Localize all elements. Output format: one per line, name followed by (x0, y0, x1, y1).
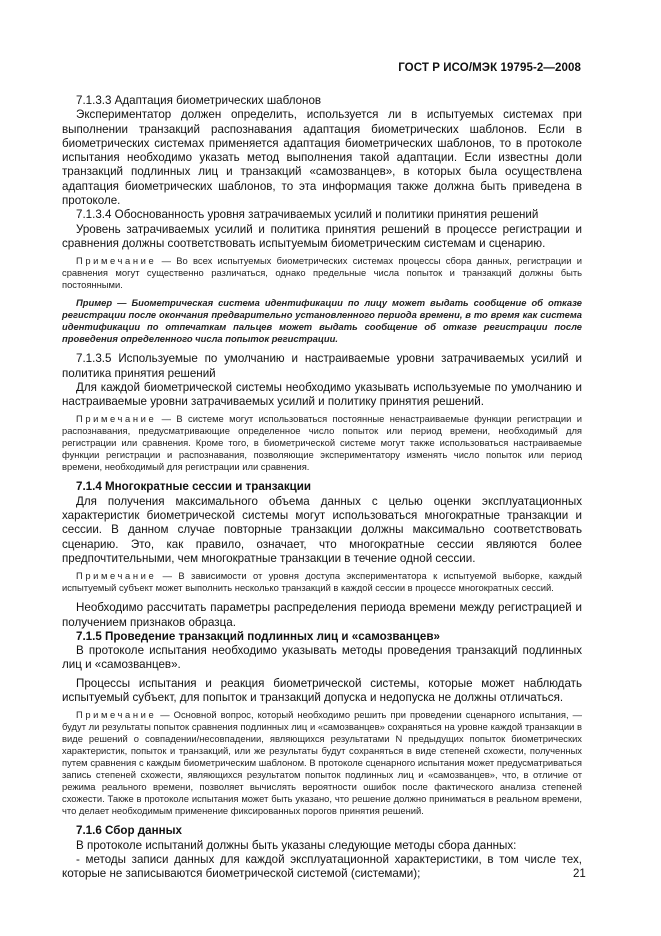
paragraph: В протоколе испытания необходимо указывать методы проведения транзакций подлинных лиц и «самозванцев». (62, 644, 582, 672)
note-label: Примечание (76, 709, 157, 721)
section-7-1-3-4-title: 7.1.3.4 Обоснованность уровня затрачиваемых усилий и политики принятия решений (76, 208, 539, 222)
note-text: — Во всех испытуемых биометрических системах процессы сбора данных, регистрации и сравнения могут существенно различаться, однако предельные числа попыток и транзакций должны быть постоянными. (62, 255, 582, 291)
example: Пример — Биометрическая система идентификации по лицу может выдать сообщение об отказе регистрации после окончания предварительно установленного периода времени, в то время как система идентификации по отпечаткам пальцев может выдать сообщение об отказе регистрации после проведения определенного числа попыток регистрации. (62, 297, 582, 345)
section-7-1-4-title: 7.1.4 Многократные сессии и транзакции (76, 480, 312, 494)
section-7-1-3-5-title: 7.1.3.5 Используемые по умолчанию и настраиваемые уровни затрачиваемых усилий и политика принятия решений (62, 352, 582, 380)
note-text: — Основной вопрос, который необходимо решить при проведении сценарного испытания, — будут ли результаты попыток сравнения подлинных лиц и «самозванцев» сохраняться на уровне каждой транзакции в виде решений о совпадении/несовпадении, являющихся результатами N предыдущих попыток биометрических характеристик, попыток и транзакций, или же результаты будут сохраняться в виде степеней схожести, полученных путем сравнения с каждым биометрическим шаблоном. В протоколе сценарного испытания может предусматриваться запись степеней схожести, являющихся результатом попыток подлинных лиц и «самозванцев», что, в отличие от режима реального времени, позволяет вычислять вероятности ошибок после фактического анализа степеней схожести. Также в протоколе испытания может быть указано, что решение должно приниматься в реальном времени, что делает необходимым применение фиксированных порогов принятия решений. (62, 709, 582, 817)
paragraph: Необходимо рассчитать параметры распределения периода времени между регистрацией и получением признаков образца. (62, 601, 582, 629)
paragraph: В протоколе испытаний должны быть указаны следующие методы сбора данных: (76, 838, 517, 852)
note-label: Примечание (76, 255, 157, 267)
note (62, 413, 582, 473)
document-body (62, 94, 582, 882)
note-label: Примечание (76, 413, 157, 425)
section-7-1-5-title: 7.1.5 Проведение транзакций подлинных лиц и «самозванцев» (76, 629, 440, 643)
note-text: — В системе могут использоваться постоянные ненастраиваемые функции регистрации и распознавания, предусматривающие определенное число попыток или период времени, необходимый для регистрации или сравнения. Кроме того, в биометрической системе могут также использоваться настраиваемые функции регистрации и распознавания, позволяющие экспериментатору изменять число попыток или период времени, необходимый для регистрации или сравнения. (62, 413, 582, 473)
paragraph: Экспериментатор должен определить, используется ли в испытуемых системах при выполнении транзакций распознавания адаптация биометрических шаблонов. Если в биометрических системах применяется адаптация биометрических шаблонов, то в протоколе испытания необходимо указать метод выполнения такой адаптации. Если известны доли транзакций подлинных лиц и транзакций «самозванцев», в которых была осуществлена адаптация биометрических шаблонов, то эта информация также должна быть приведена в протоколе. (62, 108, 582, 208)
paragraph: Для каждой биометрической системы необходимо указывать используемые по умолчанию и настраиваемые уровни затрачиваемых усилий и политику принятия решений. (62, 380, 582, 409)
section-7-1-3-3-title: 7.1.3.3 Адаптация биометрических шаблонов (76, 94, 322, 107)
paragraph: Для получения максимального объема данных с целью оценки эксплуатационных характеристик биометрической системы могут использоваться многократные транзакции и сессии. В данном случае повторные транзакции должны максимально соответствовать сценарию. Это, как правило, означает, что многократные сессии являются более предпочтительными, чем многократные транзакции в течение одной сессии. (62, 494, 582, 565)
note (62, 709, 582, 817)
note (62, 255, 582, 291)
note-text: — В зависимости от уровня доступа экспериментатора к испытуемой выборке, каждый испытуемый субъект может выполнить несколько транзакций в каждой сессии в процессе многократных сессий. (62, 570, 582, 594)
page-number: 21 (573, 868, 586, 880)
note (62, 570, 582, 594)
document-header: ГОСТ Р ИСО/МЭК 19795-2—2008 (398, 62, 581, 74)
paragraph: Процессы испытания и реакция биометрической системы, которые может наблюдать испытуемый субъект, для попыток и транзакций допуска и недопуска не должны отличаться. (62, 676, 582, 705)
section-7-1-6-title: 7.1.6 Сбор данных (76, 824, 182, 838)
note-label: Примечание (76, 570, 157, 582)
list-item: - методы записи данных для каждой эксплуатационной характеристики, в том числе тех, которые не записываются биометрической системой (системами); (62, 852, 582, 881)
paragraph: Уровень затрачиваемых усилий и политика принятия решений в процессе регистрации и сравнения должны соответствовать испытуемым биометрическим системам и сценарию. (62, 222, 582, 250)
